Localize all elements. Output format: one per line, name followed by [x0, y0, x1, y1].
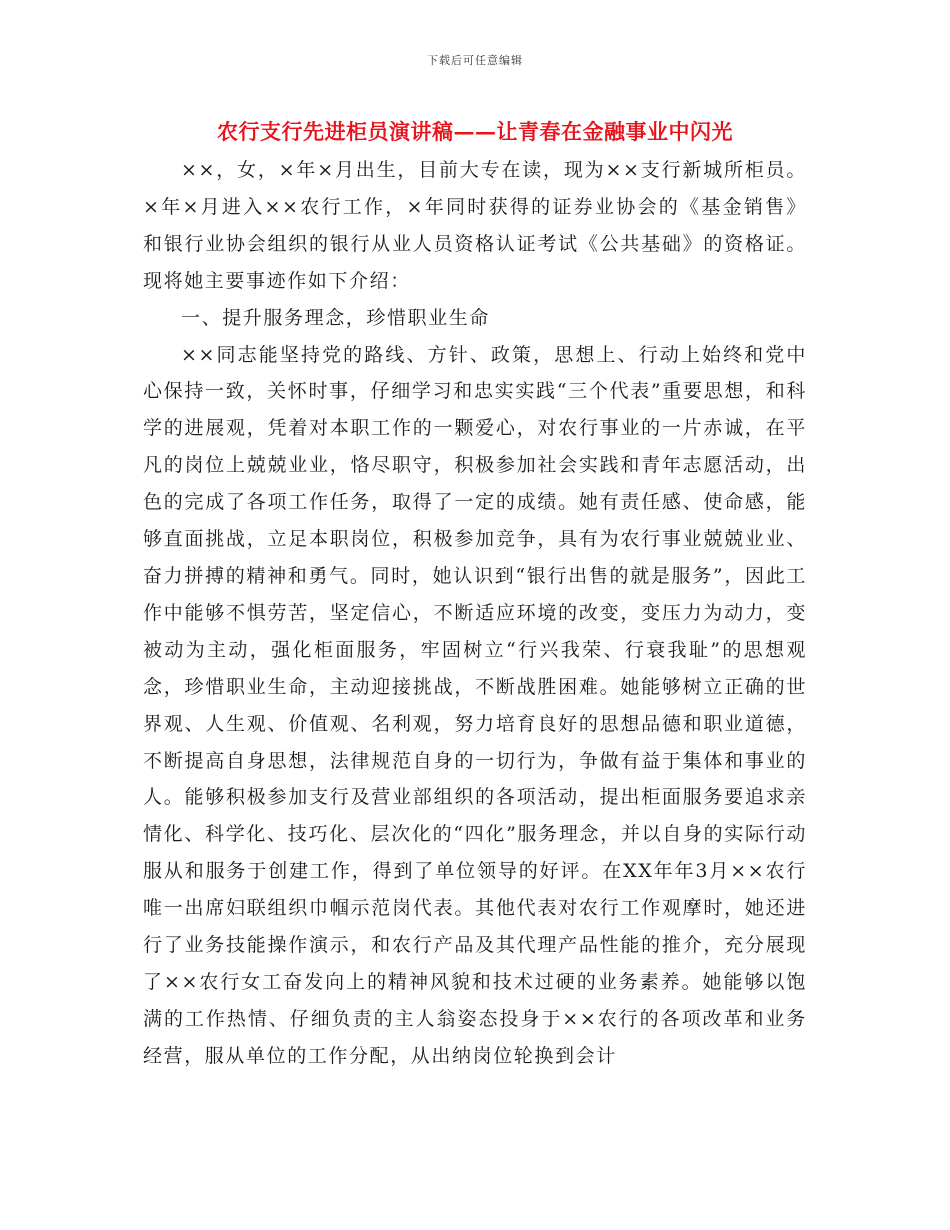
paragraph-intro: ××，女，×年×月出生，目前大专在读，现为××支行新城所柜员。×年×月进入××农行工作，×年同时获得的证券业协会的《基金销售》和银行业协会组织的银行从业人员资格认证考试《公共基础》的资格证。现将她主要事迹作如下介绍： [143, 159, 807, 292]
section-heading-1: 一、提升服务理念，珍惜职业生命 [181, 306, 491, 329]
document-body [143, 152, 807, 1075]
header-note: 下载后可任意编辑 [427, 54, 523, 67]
document-title: 农行支行先进柜员演讲稿——让青春在金融事业中闪光 [217, 119, 733, 144]
paragraph-section-1: ××同志能坚持党的路线、方针、政策，思想上、行动上始终和党中心保持一致，关怀时事，仔细学习和忠实实践“三个代表”重要思想，和科学的进展观，凭着对本职工作的一颗爱心，对农行事业的一片赤诚，在平凡的岗位上兢兢业业，恪尽职守，积极参加社会实践和青年志愿活动，出色的完成了各项工作任务，取得了一定的成绩。她有责任感、使命感，能够直面挑战，立足本职岗位，积极参加竞争，具有为农行事业兢兢业业、奋力拼搏的精神和勇气。同时，她认识到“银行出售的就是服务”，因此工作中能够不惧劳苦，坚定信心，不断适应环境的改变，变压力为动力，变被动为主动，强化柜面服务，牢固树立“行兴我荣、行衰我耻”的思想观念，珍惜职业生命，主动迎接挑战，不断战胜困难。她能够树立正确的世界观、人生观、价值观、名利观，努力培育良好的思想品德和职业道德，不断提高自身思想，法律规范自身的一切行为，争做有益于集体和事业的人。能够积极参加支行及营业部组织的各项活动，提出柜面服务要追求亲情化、科学化、技巧化、层次化的“四化”服务理念，并以自身的实际行动服从和服务于创建工作，得到了单位领导的好评。在XX年年3月××农行唯一出席妇联组织巾帼示范岗代表。其他代表对农行工作观摩时，她还进行了业务技能操作演示，和农行产品及其代理产品性能的推介，充分展现了××农行女工奋发向上的精神风貌和技术过硬的业务素养。她能够以饱满的工作热情、仔细负责的主人翁姿态投身于××农行的各项改革和业务经营，服从单位的工作分配，从出纳岗位轮换到会计 [143, 343, 807, 1067]
